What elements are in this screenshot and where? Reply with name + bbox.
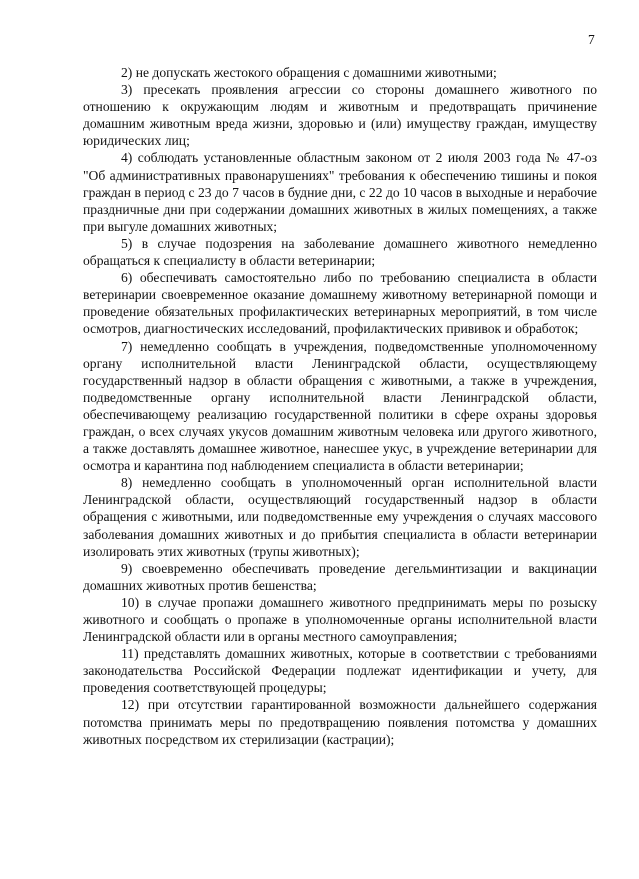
list-item-9: 9) своевременно обеспечивать проведение дегельминтизации и вакцинации домашних животных против бешенства; [83, 560, 597, 593]
list-item-5: 5) в случае подозрения на заболевание домашнего животного немедленно обращаться к специалисту в области ветеринарии; [83, 235, 597, 269]
list-item-11: 11) представлять домашних животных, которые в соответствии с требованиями законодательства Российской Федерации подлежат идентификации и учету, для проведения соответствующей процедуры; [83, 646, 597, 696]
list-item-8: 8) немедленно сообщать в уполномоченный орган исполнительной власти Ленинградской области, осуществляющий государственный надзор в области обращения с животными, или подведомственные ему учреждения о случаях массового заболевания домашних животных и до прибытия специалиста в области ветеринарии изолировать этих животных (трупы животных); [83, 475, 597, 559]
list-item-4: 4) соблюдать установленные областным законом от 2 июля 2003 года № 47-оз "Об административных правонарушениях" требования к обеспечению тишины и покоя граждан в период с 23 до 7 часов в будние дни, с 22 до 10 часов в выходные и нерабочие праздничные дни при содержании домашних животных в жилых помещениях, а также при выгуле домашних животных; [83, 150, 597, 234]
list-item-6: 6) обеспечивать самостоятельно либо по требованию специалиста в области ветеринарии своевременное оказание домашнему животному ветеринарной помощи и проведение обязательных профилактических ветеринарных мероприятий, в том числе осмотров, диагностических исследований, профилактических прививок и обработок; [83, 270, 597, 337]
list-item-2: 2) не допускать жестокого обращения с домашними животными; [121, 65, 497, 80]
list-item-3: 3) пресекать проявления агрессии со стороны домашнего животного по отношению к окружающим людям и животным и предотвращать причинение домашним животным вреда жизни, здоровью и (или) имуществу граждан, имуществу юридических лиц; [83, 82, 597, 149]
list-item-7: 7) немедленно сообщать в учреждения, подведомственные уполномоченному органу исполнительной власти Ленинградской области, осуществляющему государственный надзор в области обращения с животными, а также в учреждения, подведомственные органу исполнительной власти Ленинградской области, обеспечивающему реализацию государственной политики в сфере охраны здоровья граждан, о всех случаях укусов домашним животным человека или другого животного, а также доставлять домашнее животное, нанесшее укус, в учреждение ветеринарии для осмотра и карантина под наблюдением специалиста в области ветеринарии; [83, 338, 597, 474]
document-body [83, 64, 597, 748]
list-item-10: 10) в случае пропажи домашнего животного предпринимать меры по розыску животного и сообщать о пропаже в уполномоченные органы исполнительной власти Ленинградской области или в органы местного самоуправления; [83, 594, 597, 645]
list-item-12: 12) при отсутствии гарантированной возможности дальнейшего содержания потомства принимать меры по предотвращению появления потомства у домашних животных посредством их стерилизации (кастрации); [83, 697, 597, 747]
page-number: 7 [588, 32, 595, 47]
